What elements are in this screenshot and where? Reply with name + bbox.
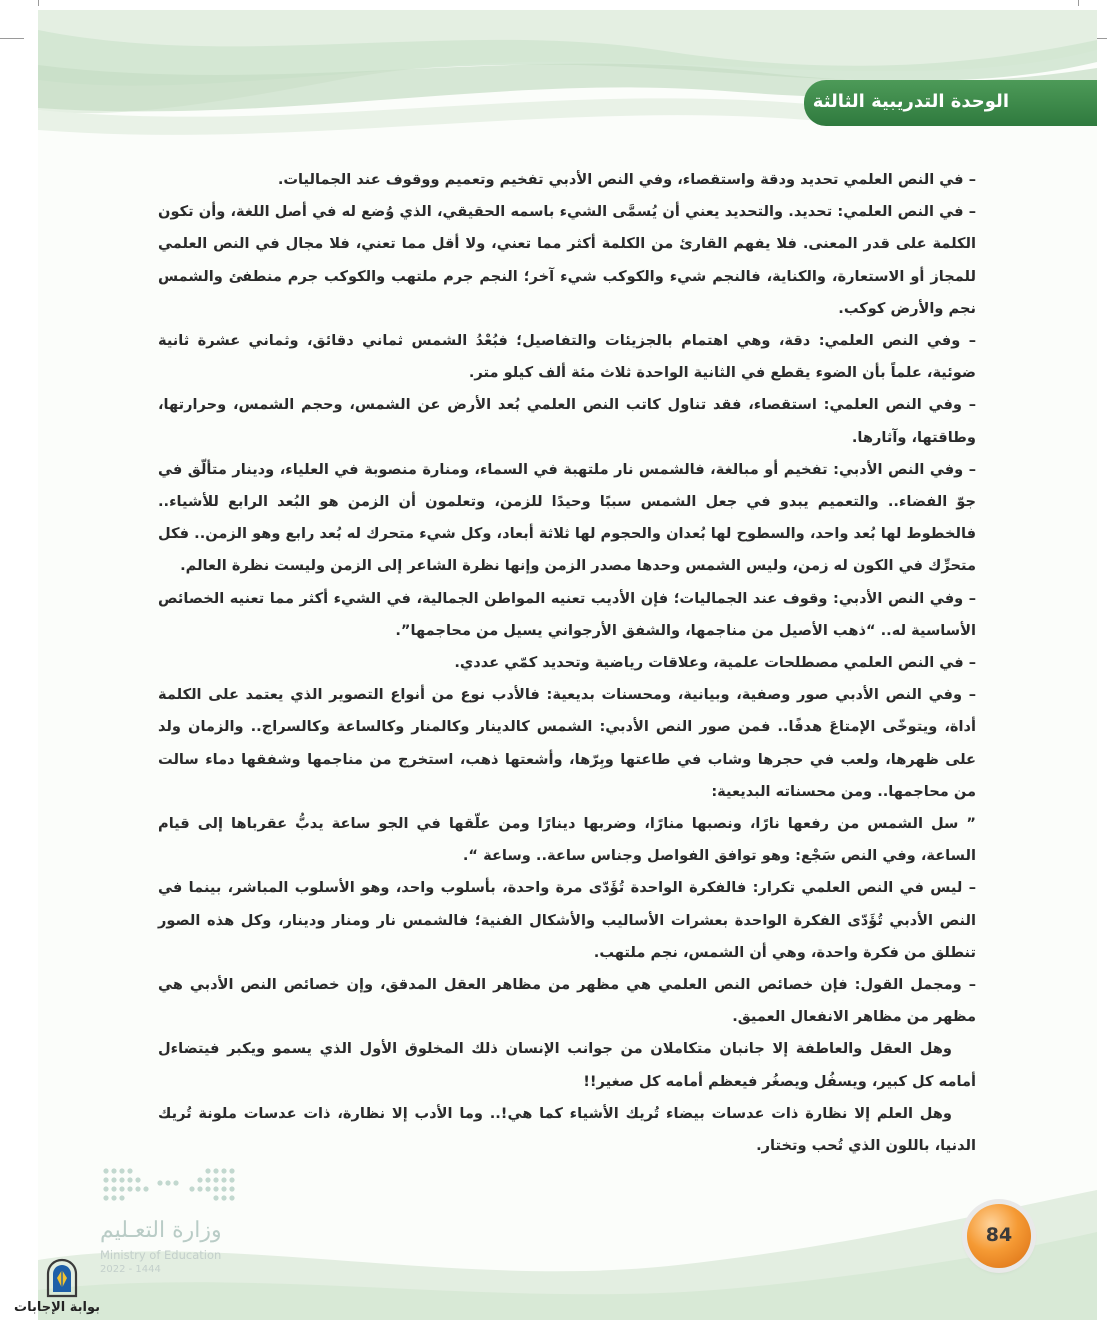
ministry-name-arabic: وزارة التعـليم — [100, 1218, 222, 1243]
quote-paragraph: ” سل الشمس من رفعها نارًا، ونصبها منارًا، وضربها دينارًا ومن علّقها في الجو ساعة يدبُّ عقرباها إلى قيام الساعة، وفي النص سَجْع: وهو توافق الفواصل وجناس ساعة.. وساعة “. — [158, 815, 976, 865]
paragraph: – ومجمل القول: فإن خصائص النص العلمي هي مظهر من مظاهر العقل المدقق، وإن خصائص النص الأدبي هي مظهر من مظاهر الانفعال العميق. — [158, 976, 976, 1026]
paragraph: – في النص العلمي مصطلحات علمية، وعلاقات رياضية وتحديد كمّي عددي. — [454, 654, 976, 672]
paragraph: – في النص العلمي: تحديد. والتحديد يعني أن يُسمَّى الشيء باسمه الحقيقي، الذي وُضع له في أصل اللغة، وأن تكون الكلمة على قدر المعنى. فلا يفهم القارئ من الكلمة أكثر مما تعني، ولا أقل مما تعني، فلا مجال في النص العلمي للمجاز أو الاستعارة، والكناية، فالنجم شيء والكوكب شيء آخر؛ النجم جرم ملتهب والكوكب جرم منطفئ والشمس نجم والأرض كوكب. — [158, 203, 976, 317]
ministry-name-english: Ministry of Education — [100, 1248, 222, 1262]
textbook-page — [38, 10, 1097, 1320]
main-text — [158, 164, 976, 1162]
paragraph: – وفي النص الأدبي: وقوف عند الجماليات؛ فإن الأديب تعنيه المواطن الجمالية، في الشيء أكثر مما تعنيه الخصائص الأساسية له.. “ذهب الأصيل من مناجمها، والشفق الأرجواني يسيل من محاجمها”. — [158, 589, 976, 639]
crop-mark — [38, 0, 39, 6]
paragraph: – في النص العلمي تحديد ودقة واستقصاء، وفي النص الأدبي تفخيم وتعميم ووقوف عند الجماليات. — [277, 171, 976, 188]
paragraph: – وفي النص العلمي: استقصاء، فقد تناول كاتب النص العلمي بُعد الأرض عن الشمس، وحجم الشمس، وحرارتها، وطاقتها، وآثارها. — [158, 396, 976, 446]
answers-portal-label: بوابة الإجابات — [14, 1300, 100, 1315]
paragraph: – وفي النص الأدبي: تفخيم أو مبالغة، فالشمس نار ملتهبة في السماء، ومنارة منصوبة في العلياء، ودينار متألّق في جوّ الفضاء.. والتعميم يبدو في جعل الشمس سببًا وحيدًا للزمن، وتعلمون أن الزمن هو البُعد الرابع للأشياء.. فالخطوط لها بُعد واحد، والسطوح لها بُعدان والحجوم لها ثلاثة أبعاد، وكل شيء متحرك له بُعد رابع وهو الزمن.. فكل متحرِّك في الكون له زمن، وليس الشمس وحدها مصدر الزمن وإنها نظرة الشاعر إلى الزمن وليست نظرة العالم. — [158, 460, 976, 575]
unit-title: الوحدة التدريبية الثالثة — [812, 91, 1009, 112]
page-number-badge — [967, 1204, 1031, 1268]
ministry-year: 2022 - 1444 — [100, 1264, 161, 1275]
paragraph: وهل العقل والعاطفة إلا جانبان متكاملان من جوانب الإنسان ذلك المخلوق الأول الذي يسمو ويكبر فيتضاءل أمامه كل كبير، ويسفُل ويصغُر فيعظم أمامه كل صغير!! — [158, 1040, 976, 1090]
ministry-logo-dots — [100, 1163, 236, 1203]
unit-title-tab — [804, 80, 1097, 126]
page-number: 84 — [985, 1224, 1013, 1246]
answers-portal-icon — [42, 1258, 82, 1298]
paragraph: – وفي النص الأدبي صور وصفية، وبيانية، ومحسنات بديعية: فالأدب نوع من أنواع التصوير الذي يعتمد على الكلمة أداة، ويتوخّى الإمتاعَ هدفًا.. فمن صور النص الأدبي: الشمس كالدينار وكالمنار وكالساعة وكالسراج.. والزمان ولد على ظهرها، ولعب في حجرها وشاب في طاعتها وبِرّها، وأشعتها ذهب، استخرج من مناجمها وشفقها دماء سالت من محاجمها.. ومن محسناته البديعية: — [158, 686, 976, 800]
paragraph: – ليس في النص العلمي تكرار: فالفكرة الواحدة تُؤَدّى مرة واحدة، بأسلوب واحد، وهو الأسلوب المباشر، بينما في النص الأدبي تُؤَدّى الفكرة الواحدة بعشرات الأساليب والأشكال الفنية؛ فالشمس نار ومنار ودينار، وكل هذه الصور تنطلق من فكرة واحدة، وهي أن الشمس، نجم ملتهب. — [158, 879, 976, 961]
crop-mark — [1078, 0, 1079, 6]
paragraph: وهل العلم إلا نظارة ذات عدسات بيضاء تُريك الأشياء كما هي!.. وما الأدب إلا نظارة، ذات عدسات ملونة تُريك الدنيا، باللون الذي تُحب وتختار. — [158, 1104, 976, 1155]
crop-mark — [0, 38, 24, 39]
paragraph: – وفي النص العلمي: دقة، وهي اهتمام بالجزيئات والتفاصيل؛ فبُعْدُ الشمس ثماني دقائق، وثماني عشرة ثانية ضوئية، علماً بأن الضوء يقطع في الثانية الواحدة ثلاث مئة ألف كيلو متر. — [158, 332, 976, 382]
